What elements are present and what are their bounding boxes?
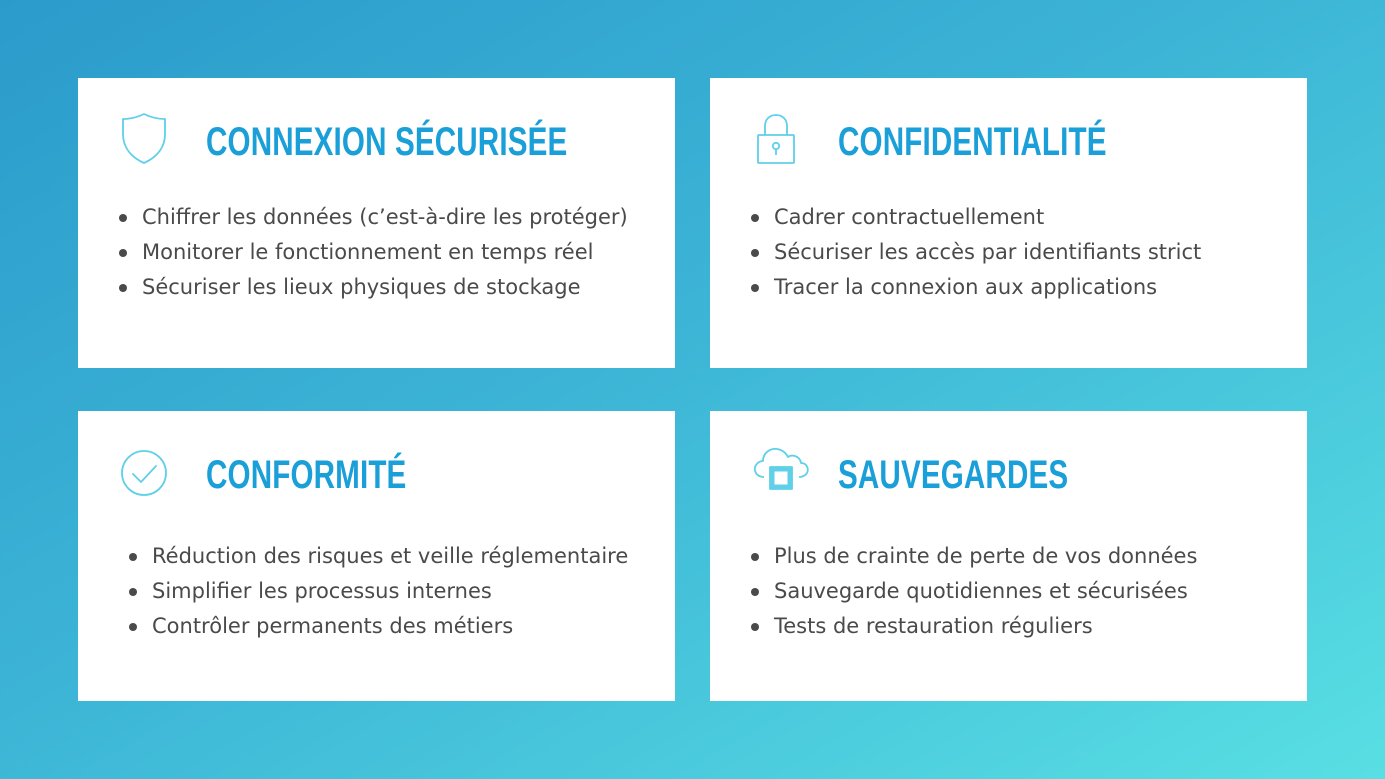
list-item: Plus de crainte de perte de vos données bbox=[748, 539, 1197, 574]
padlock-icon bbox=[750, 110, 802, 166]
list-item: Sécuriser les accès par identifiants strict bbox=[748, 235, 1201, 270]
list-item: Réduction des risques et veille réglementaire bbox=[126, 539, 628, 574]
card-title: CONFORMITÉ bbox=[206, 453, 407, 497]
card-title: CONNEXION SÉCURISÉE bbox=[206, 120, 568, 164]
list-item: Chiffrer les données (c’est-à-dire les protéger) bbox=[116, 200, 628, 235]
card-secure-connection bbox=[78, 78, 675, 368]
list-item: Sécuriser les lieux physiques de stockage bbox=[116, 270, 628, 305]
shield-icon bbox=[118, 110, 170, 166]
bullet-list bbox=[116, 200, 628, 305]
list-item: Sauvegarde quotidiennes et sécurisées bbox=[748, 574, 1197, 609]
card-confidentiality bbox=[710, 78, 1307, 368]
check-circle-icon bbox=[118, 443, 170, 499]
list-item: Tests de restauration réguliers bbox=[748, 609, 1197, 644]
bullet-list bbox=[748, 200, 1201, 305]
list-item: Simplifier les processus internes bbox=[126, 574, 628, 609]
list-item: Cadrer contractuellement bbox=[748, 200, 1201, 235]
card-title: SAUVEGARDES bbox=[838, 453, 1069, 497]
cloud-storage-icon bbox=[750, 443, 802, 499]
card-backups bbox=[710, 411, 1307, 701]
bullet-list bbox=[748, 539, 1197, 644]
card-compliance bbox=[78, 411, 675, 701]
list-item: Monitorer le fonctionnement en temps réel bbox=[116, 235, 628, 270]
list-item: Contrôler permanents des métiers bbox=[126, 609, 628, 644]
bullet-list bbox=[126, 539, 628, 644]
card-title: CONFIDENTIALITÉ bbox=[838, 120, 1107, 164]
list-item: Tracer la connexion aux applications bbox=[748, 270, 1201, 305]
